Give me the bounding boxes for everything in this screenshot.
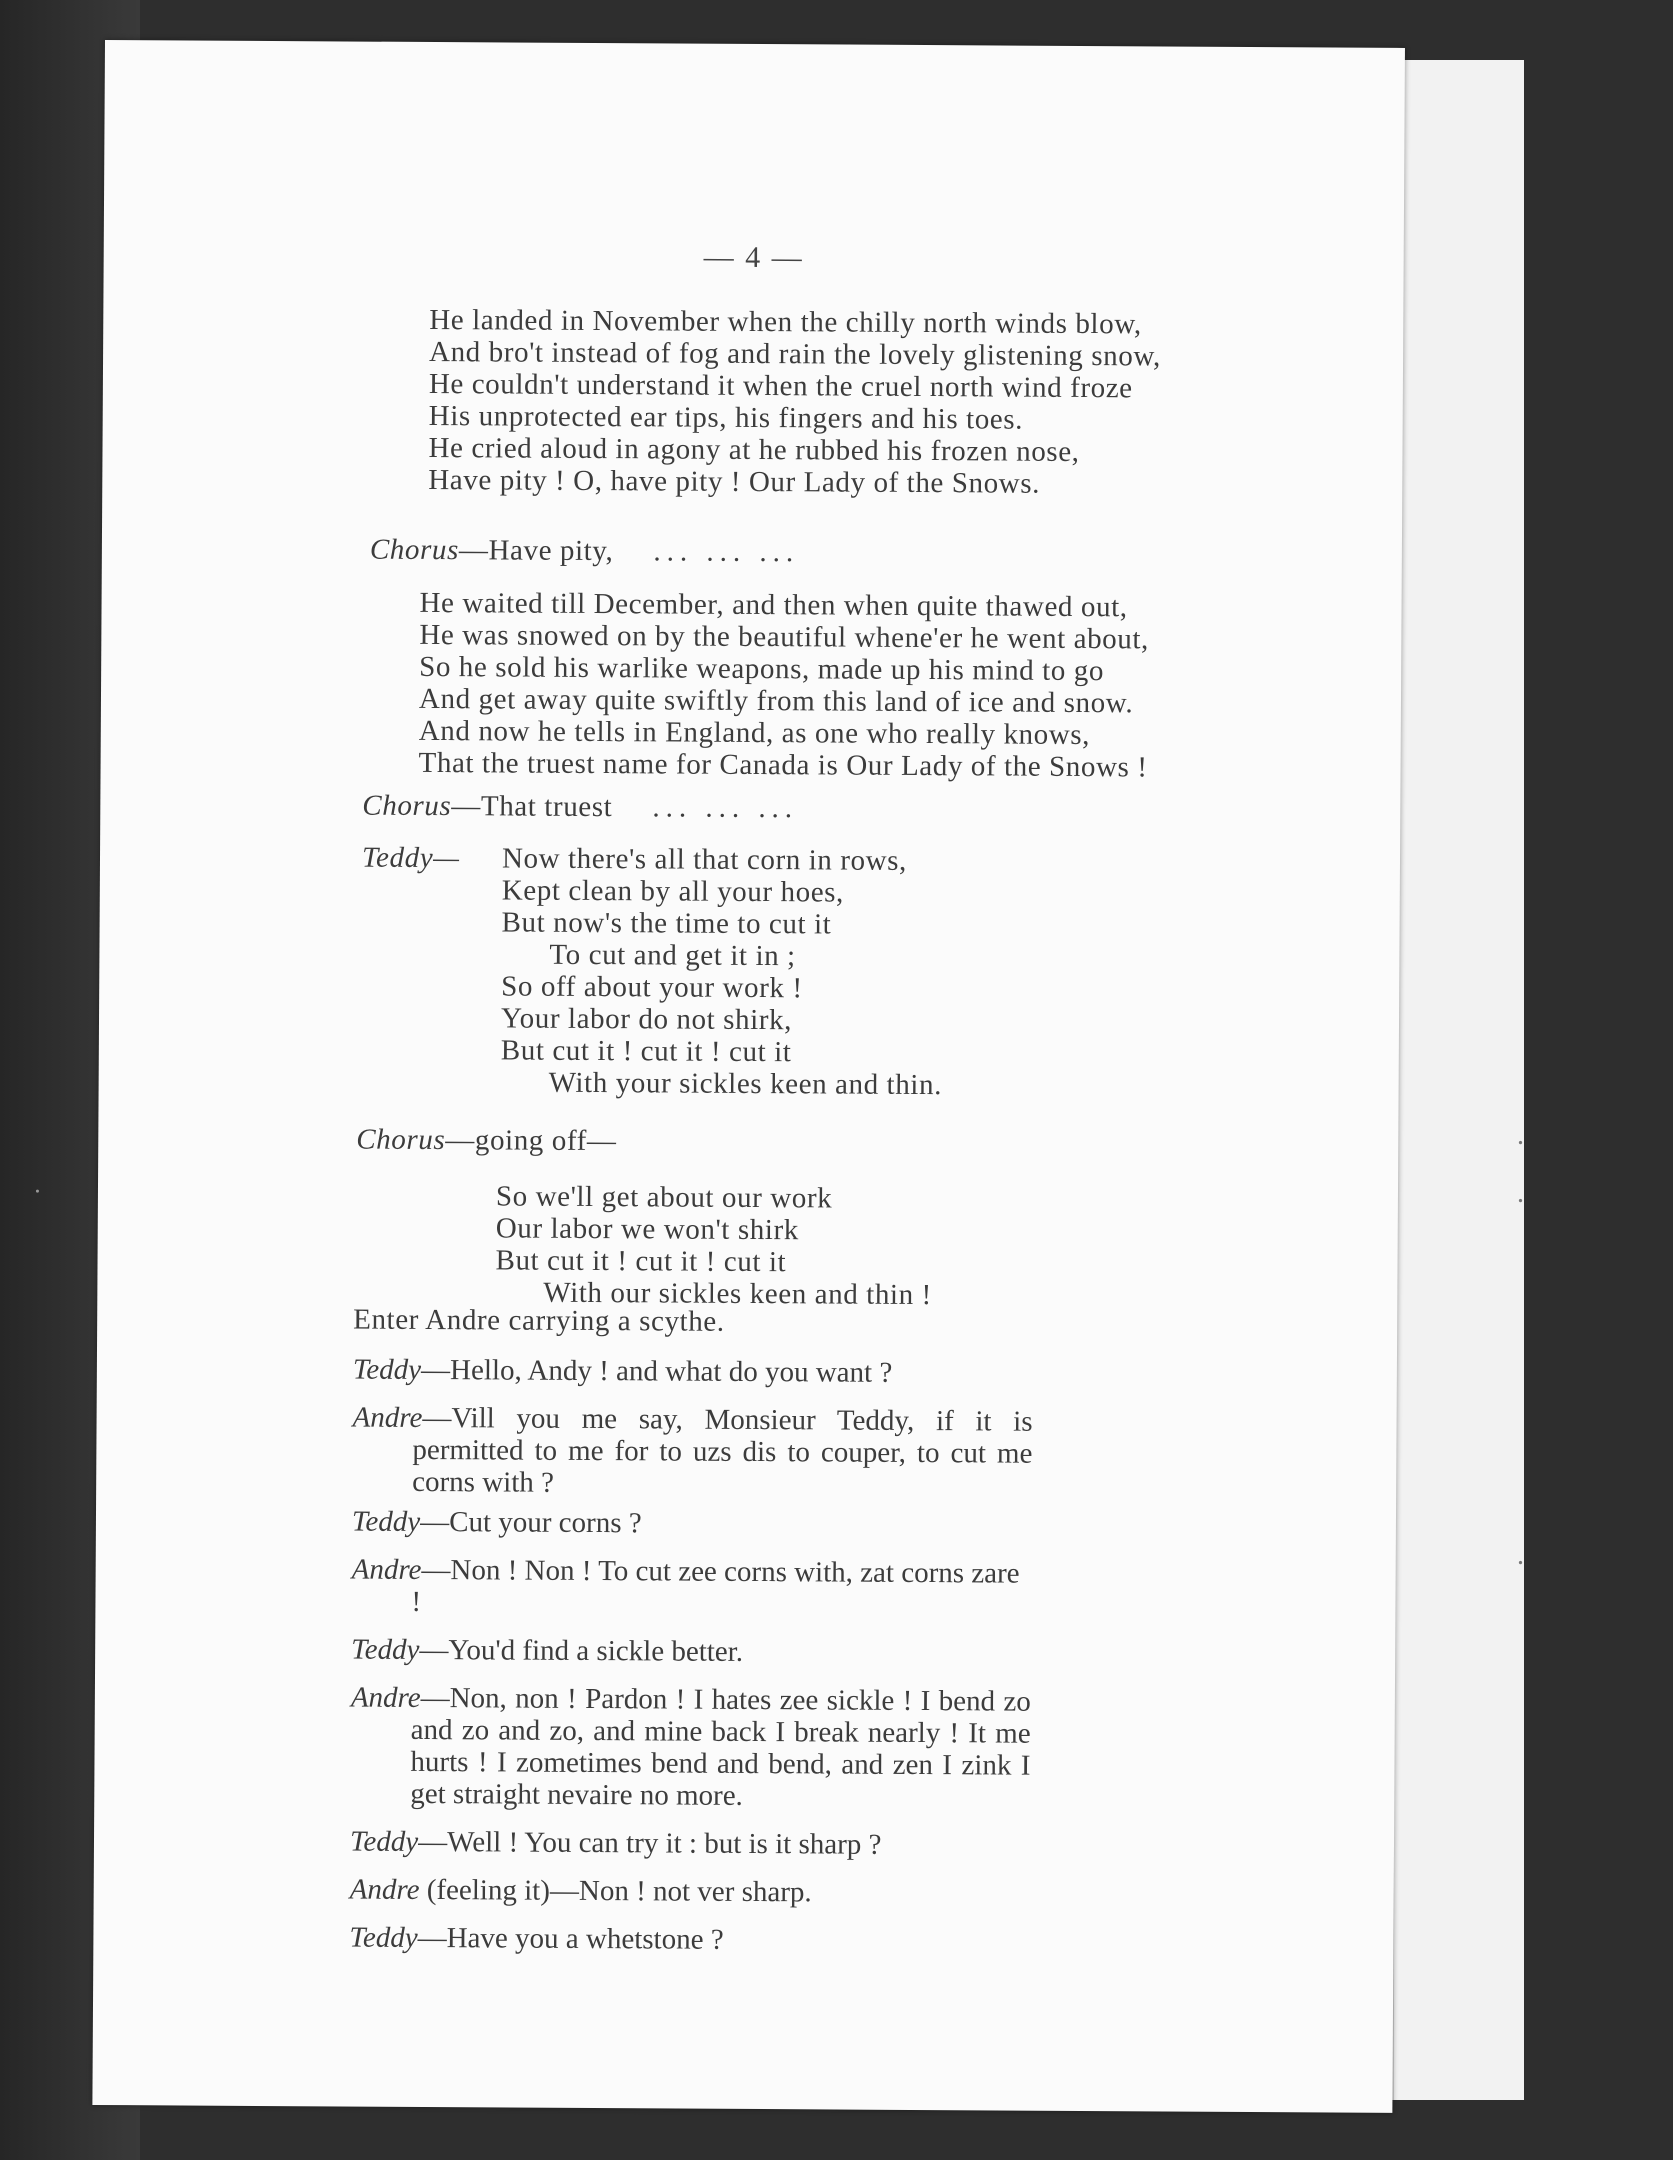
- speaker-name: Chorus: [369, 533, 460, 567]
- verse-line: He couldn't understand it when the cruel north wind froze: [428, 367, 1133, 405]
- dialogue-text: —Cut your corns ?: [420, 1505, 642, 1540]
- facing-page-edge: [1392, 60, 1524, 2100]
- dialogue-line: [352, 1506, 1032, 1542]
- speaker-name: Teddy: [351, 1633, 420, 1666]
- speaker-name: Teddy: [351, 1505, 421, 1538]
- song-line: Your labor do not shirk,: [500, 1002, 793, 1037]
- document-page: [92, 40, 1405, 2113]
- dialogue-line: [352, 1402, 1033, 1502]
- song-lines: [501, 842, 944, 1101]
- speaker-name: Teddy: [352, 1353, 422, 1386]
- speaker-name: Chorus: [356, 1123, 446, 1157]
- dialogue-text: —Well ! You can try it : but is it sharp ?: [418, 1825, 882, 1861]
- chorus-3-lines: [98, 1178, 1398, 1312]
- verse-line: And get away quite swiftly from this land of ice and snow.: [418, 682, 1134, 720]
- song-line: To cut and get it in ;: [549, 938, 796, 973]
- speaker-name: Teddy—: [361, 841, 460, 875]
- verse-line: And bro't instead of fog and rain the lovely glistening snow,: [429, 335, 1161, 373]
- dialogue-text: —Hello, Andy ! and what do you want ?: [421, 1353, 893, 1389]
- speaker-name: Andre: [351, 1553, 422, 1586]
- dialogue-text: (feeling it)—Non ! not ver sharp.: [419, 1873, 812, 1909]
- chorus-text: —That truest: [451, 790, 613, 824]
- verse-line: He cried aloud in agony at he rubbed his frozen nose,: [428, 431, 1080, 468]
- song-line: But cut it ! cut it ! cut it: [500, 1034, 792, 1069]
- song-line: But now's the time to cut it: [501, 906, 832, 941]
- edge-glyph: .: [1517, 1178, 1524, 1209]
- song-line: So we'll get about our work: [495, 1180, 833, 1215]
- song-line: Our labor we won't shirk: [495, 1212, 799, 1247]
- dialogue-line: [351, 1634, 1031, 1670]
- dialogue-line: [351, 1554, 1031, 1622]
- edge-glyph: .: [1517, 1540, 1524, 1571]
- speaker-name: Andre: [349, 1873, 420, 1906]
- speaker-name: Andre: [352, 1401, 423, 1434]
- song-line: With your sickles keen and thin.: [548, 1066, 943, 1102]
- teddy-song: [100, 840, 1400, 1102]
- dialogue-text: —Vill you me say, Monsieur Teddy, if it is permitted to me for to uzs dis to couper, to cut me corns with ?: [412, 1401, 1033, 1499]
- dialogue: [349, 1354, 1033, 1958]
- verse-line: He waited till December, and then when quite thawed out,: [419, 586, 1128, 624]
- verse-line: That the truest name for Canada is Our Lady of the Snows !: [418, 746, 1148, 784]
- verse-1: [102, 302, 1403, 502]
- verse-line: And now he tells in England, as one who really knows,: [418, 714, 1091, 752]
- edge-glyph: .: [1517, 1120, 1524, 1151]
- dialogue-line: [349, 1922, 1029, 1958]
- song-line: But cut it ! cut it ! cut it: [495, 1244, 787, 1279]
- speaker-name: Andre: [350, 1681, 421, 1714]
- verse-line: Have pity ! O, have pity ! Our Lady of the Snows.: [428, 463, 1041, 500]
- ellipsis-marks: ... ... ...: [652, 791, 799, 825]
- song-line: With our sickles keen and thin !: [543, 1276, 932, 1312]
- dialogue-line: [350, 1826, 1030, 1862]
- chorus-text: —going off—: [445, 1124, 617, 1158]
- verse-line: His unprotected ear tips, his fingers and his toes.: [428, 399, 1024, 436]
- chorus-lines: [495, 1180, 932, 1311]
- chorus-text: —Have pity,: [458, 534, 614, 568]
- dialogue-text: —You'd find a sickle better.: [419, 1633, 744, 1668]
- dialogue-text: —Have you a whetstone ?: [417, 1921, 724, 1956]
- ellipsis-marks: ... ... ...: [653, 535, 800, 569]
- dialogue-line: [353, 1354, 1033, 1390]
- speaker-name: Teddy: [349, 1921, 418, 1954]
- stage-direction: Enter Andre carrying a scythe.: [353, 1303, 725, 1338]
- speaker-name: Chorus: [362, 789, 452, 823]
- page-number: — 4 —: [703, 240, 804, 275]
- verse-line: He landed in November when the chilly north winds blow,: [429, 303, 1142, 341]
- speaker-name: Teddy: [349, 1825, 419, 1858]
- song-line: Now there's all that corn in rows,: [501, 842, 908, 877]
- dialogue-line: [350, 1682, 1031, 1814]
- song-line: Kept clean by all your hoes,: [501, 874, 845, 909]
- verse-2: [100, 585, 1401, 785]
- scan-speck: [36, 1190, 39, 1193]
- verse-line: He was snowed on by the beautiful whene'er he went about,: [419, 618, 1150, 656]
- dialogue-line: [350, 1874, 1030, 1910]
- song-line: So off about your work !: [501, 970, 803, 1005]
- page-content: [92, 40, 1405, 2113]
- dialogue-text: —Non ! Non ! To cut zee corns with, zat corns zare !: [411, 1553, 1020, 1618]
- dialogue-text: —Non, non ! Pardon ! I hates zee sickle ! I bend zo and zo and zo, and mine back I break nearly ! It me hurts ! I zometimes bend and bend, and zen I zink I get straight nevaire no more.: [410, 1681, 1031, 1812]
- verse-line: So he sold his warlike weapons, made up his mind to go: [419, 650, 1105, 688]
